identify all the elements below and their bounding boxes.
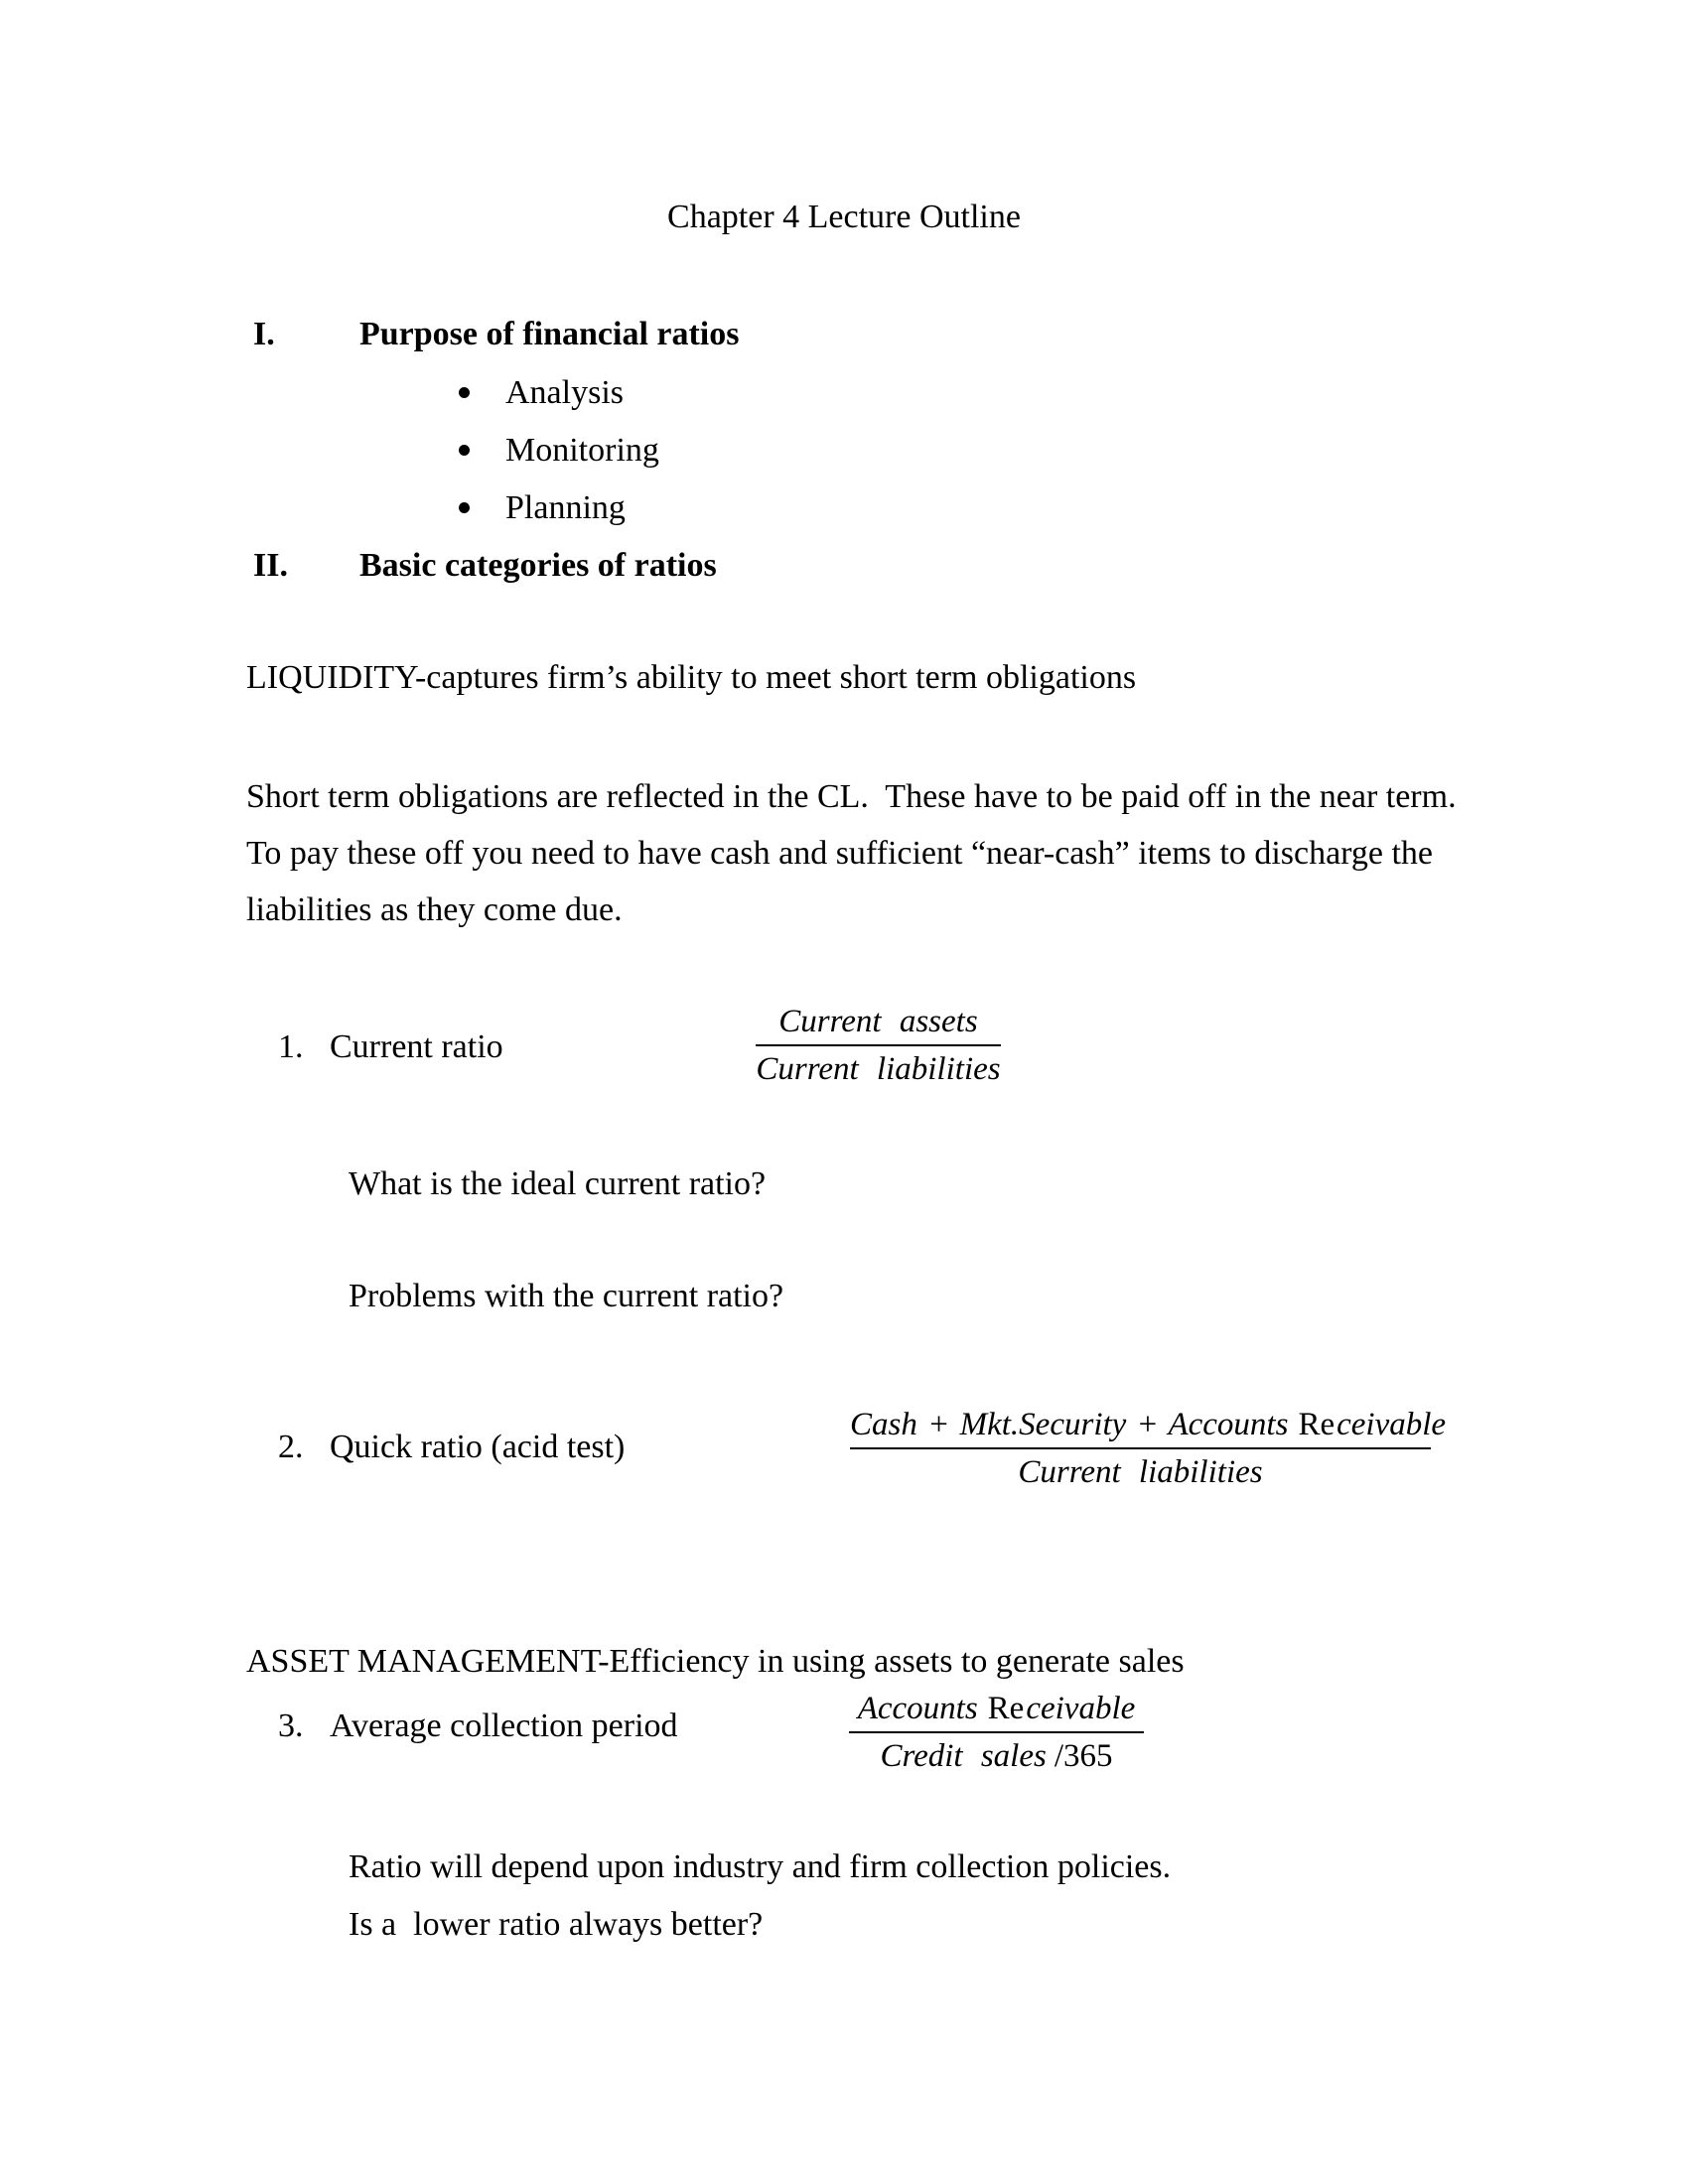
list-label-average-collection-period: Average collection period (330, 1707, 678, 1744)
liquidity-paragraph: Short term obligations are reflected in the CL. These have to be paid off in the near term. To pay these off you need to have cash and sufficient “near-cash” items to discharge the liabilities as they come due. (246, 778, 1457, 928)
acp-denominator (849, 1733, 1144, 1779)
list-number-3: 3. (278, 1707, 304, 1744)
current-ratio-denominator: Current liabilities (756, 1051, 1001, 1087)
bullet-item-analysis (459, 372, 624, 413)
outline-item-ii (253, 545, 717, 586)
acp-denominator-italic: Credit sales (880, 1738, 1047, 1774)
list-item-quick-ratio (278, 1427, 625, 1467)
quick-ratio-numerator-part2: ceivable (1336, 1407, 1447, 1442)
bullet-label-monitoring: Monitoring (505, 432, 659, 469)
outline-numeral-ii: II. (253, 547, 288, 584)
outline-heading-ii: Basic categories of ratios (359, 547, 717, 584)
acp-denominator-roman: /365 (1054, 1738, 1113, 1774)
bullet-item-monitoring (459, 430, 659, 471)
bullet-item-planning (459, 487, 626, 528)
outline-numeral-i: I. (253, 316, 275, 352)
acp-numerator-re: Re (987, 1691, 1025, 1726)
list-label-quick-ratio: Quick ratio (acid test) (330, 1429, 626, 1465)
list-number-2: 2. (278, 1429, 304, 1465)
current-ratio-numerator: Current assets (778, 1004, 978, 1039)
outline-item-i (253, 314, 739, 354)
document-title: Chapter 4 Lecture Outline (667, 199, 1021, 235)
bullet-label-analysis: Analysis (505, 374, 624, 411)
quick-ratio-denominator: Current liabilities (1018, 1454, 1263, 1490)
formula-current-ratio (756, 999, 1001, 1092)
bullet-dot-icon (459, 387, 470, 398)
list-number-1: 1. (278, 1028, 304, 1065)
bullet-dot-icon (459, 445, 470, 456)
formula-quick-ratio (850, 1402, 1447, 1495)
acp-numerator-part2: ceivable (1026, 1691, 1136, 1726)
quick-ratio-numerator (850, 1402, 1447, 1447)
acp-numerator (849, 1686, 1144, 1731)
quick-ratio-numerator-part1: Cash + Mkt.Security + Accounts (850, 1407, 1289, 1442)
list-item-current-ratio (278, 1026, 503, 1067)
question-problems-current-ratio: Problems with the current ratio? (349, 1278, 784, 1314)
list-item-average-collection-period (278, 1706, 678, 1746)
outline-heading-i: Purpose of financial ratios (359, 316, 740, 352)
formula-average-collection-period (849, 1686, 1144, 1779)
acp-numerator-part1: Accounts (857, 1691, 978, 1726)
asset-management-heading: ASSET MANAGEMENT-Efficiency in using assets to generate sales (246, 1643, 1185, 1680)
note-lower-ratio: Is a lower ratio always better? (349, 1906, 764, 1943)
list-label-current-ratio: Current ratio (330, 1028, 503, 1065)
note-collection-policies: Ratio will depend upon industry and firm collection policies. (349, 1848, 1172, 1885)
bullet-label-planning: Planning (505, 489, 626, 526)
liquidity-heading: LIQUIDITY-captures firm’s ability to meet short term obligations (246, 659, 1137, 696)
quick-ratio-numerator-re: Re (1298, 1407, 1336, 1442)
bullet-dot-icon (459, 502, 470, 513)
question-ideal-current-ratio: What is the ideal current ratio? (349, 1165, 767, 1202)
